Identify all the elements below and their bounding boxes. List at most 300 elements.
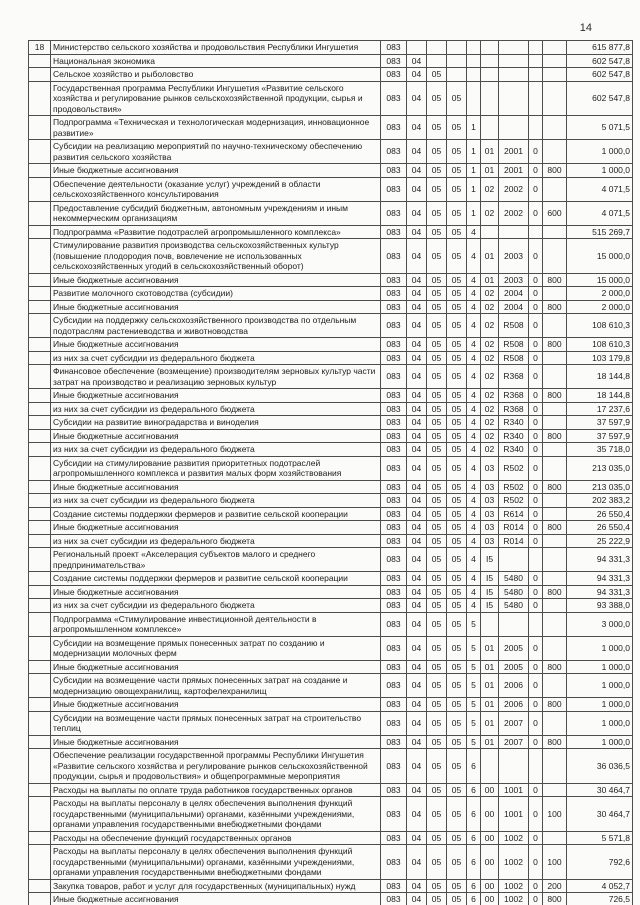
code-expense-type: 800 xyxy=(543,164,567,178)
code-subprogram: 5 xyxy=(467,674,481,698)
code-target-suffix: 0 xyxy=(529,797,543,832)
row-number: 18 xyxy=(29,41,51,55)
row-number xyxy=(29,177,51,201)
row-name: из них за счет субсидии из федерального бюджета xyxy=(51,402,381,416)
code-target-suffix: 0 xyxy=(529,429,543,443)
code-program: 05 xyxy=(447,140,467,164)
code-direction: 01 xyxy=(481,140,499,164)
code-target-suffix: 0 xyxy=(529,636,543,660)
code-podrazdel: 05 xyxy=(427,749,447,784)
row-number xyxy=(29,783,51,797)
row-number xyxy=(29,300,51,314)
code-grbs: 083 xyxy=(381,225,407,239)
code-subprogram: 5 xyxy=(467,612,481,636)
code-podrazdel: 05 xyxy=(427,735,447,749)
code-podrazdel: 05 xyxy=(427,116,447,140)
code-target-item xyxy=(499,68,529,82)
row-name: Субсидии на возмещение части прямых понесенных затрат на создание и модернизацию овощехранилищ, картофелехранилищ xyxy=(51,674,381,698)
code-podrazdel xyxy=(427,54,447,68)
amount: 5 071,5 xyxy=(567,116,633,140)
code-expense-type xyxy=(543,636,567,660)
row-name: Создание системы поддержки фермеров и развитие сельской кооперации xyxy=(51,572,381,586)
amount: 26 550,4 xyxy=(567,507,633,521)
code-razdel: 04 xyxy=(407,443,427,457)
code-direction: I5 xyxy=(481,585,499,599)
code-razdel: 04 xyxy=(407,585,427,599)
table-row xyxy=(29,54,633,68)
code-expense-type xyxy=(543,548,567,572)
code-podrazdel: 05 xyxy=(427,273,447,287)
code-program: 05 xyxy=(447,273,467,287)
code-podrazdel: 05 xyxy=(427,797,447,832)
code-direction: 02 xyxy=(481,429,499,443)
table-row xyxy=(29,831,633,845)
row-number xyxy=(29,140,51,164)
code-subprogram: 4 xyxy=(467,351,481,365)
code-target-item xyxy=(499,612,529,636)
row-number xyxy=(29,831,51,845)
code-subprogram: 4 xyxy=(467,534,481,548)
amount: 602 547,8 xyxy=(567,54,633,68)
code-expense-type xyxy=(543,68,567,82)
code-target-item: R614 xyxy=(499,507,529,521)
table-row xyxy=(29,116,633,140)
code-podrazdel: 05 xyxy=(427,429,447,443)
code-expense-type xyxy=(543,239,567,274)
code-target-suffix: 0 xyxy=(529,572,543,586)
code-target-item: 1001 xyxy=(499,797,529,832)
code-target-item: 5480 xyxy=(499,599,529,613)
code-razdel: 04 xyxy=(407,698,427,712)
code-target-suffix xyxy=(529,548,543,572)
code-grbs: 083 xyxy=(381,177,407,201)
code-target-suffix: 0 xyxy=(529,893,543,905)
row-name: Субсидии на возмещение части прямых понесенных затрат на строительство теплиц xyxy=(51,711,381,735)
table-row xyxy=(29,140,633,164)
code-target-suffix: 0 xyxy=(529,507,543,521)
code-program: 05 xyxy=(447,749,467,784)
code-direction: 01 xyxy=(481,735,499,749)
code-subprogram: 1 xyxy=(467,164,481,178)
code-target-suffix: 0 xyxy=(529,164,543,178)
row-name: Государственная программа Республики Ингушетия «Развитие сельского хозяйства и регулирование рынков сельскохозяйственной продукции, сырья и продовольствия» xyxy=(51,81,381,116)
table-row xyxy=(29,287,633,301)
code-subprogram: 4 xyxy=(467,225,481,239)
budget-table xyxy=(28,40,633,905)
row-number xyxy=(29,494,51,508)
code-grbs: 083 xyxy=(381,548,407,572)
code-program: 05 xyxy=(447,879,467,893)
amount: 1 000,0 xyxy=(567,698,633,712)
code-target-suffix: 0 xyxy=(529,534,543,548)
code-razdel: 04 xyxy=(407,831,427,845)
code-podrazdel: 05 xyxy=(427,660,447,674)
code-program: 05 xyxy=(447,287,467,301)
code-subprogram: 4 xyxy=(467,287,481,301)
code-expense-type: 200 xyxy=(543,879,567,893)
code-expense-type xyxy=(543,572,567,586)
code-razdel: 04 xyxy=(407,287,427,301)
code-grbs: 083 xyxy=(381,879,407,893)
code-grbs: 083 xyxy=(381,599,407,613)
code-expense-type xyxy=(543,81,567,116)
code-program: 05 xyxy=(447,116,467,140)
row-number xyxy=(29,548,51,572)
table-body xyxy=(29,41,633,905)
code-target-item: R508 xyxy=(499,351,529,365)
code-direction: 03 xyxy=(481,480,499,494)
code-program: 05 xyxy=(447,389,467,403)
row-number xyxy=(29,389,51,403)
code-podrazdel: 05 xyxy=(427,636,447,660)
table-row xyxy=(29,845,633,880)
row-name: Предоставление субсидий бюджетным, автономным учреждениям и иным некоммерческим организациям xyxy=(51,201,381,225)
amount: 3 000,0 xyxy=(567,612,633,636)
row-name: Иные бюджетные ассигнования xyxy=(51,585,381,599)
code-target-suffix xyxy=(529,225,543,239)
row-name: из них за счет субсидии из федерального бюджета xyxy=(51,494,381,508)
code-expense-type xyxy=(543,443,567,457)
code-expense-type: 800 xyxy=(543,338,567,352)
code-target-item: 5480 xyxy=(499,585,529,599)
code-target-suffix xyxy=(529,81,543,116)
code-razdel: 04 xyxy=(407,893,427,905)
code-razdel: 04 xyxy=(407,81,427,116)
amount: 1 000,0 xyxy=(567,711,633,735)
code-program: 05 xyxy=(447,480,467,494)
code-target-suffix: 0 xyxy=(529,831,543,845)
amount: 36 036,5 xyxy=(567,749,633,784)
code-podrazdel: 05 xyxy=(427,201,447,225)
code-razdel: 04 xyxy=(407,521,427,535)
code-program: 05 xyxy=(447,548,467,572)
code-razdel: 04 xyxy=(407,711,427,735)
table-row xyxy=(29,68,633,82)
table-row xyxy=(29,351,633,365)
row-name: из них за счет субсидии из федерального бюджета xyxy=(51,599,381,613)
code-grbs: 083 xyxy=(381,698,407,712)
code-grbs: 083 xyxy=(381,41,407,55)
code-subprogram: 4 xyxy=(467,548,481,572)
code-direction: 02 xyxy=(481,416,499,430)
amount: 94 331,3 xyxy=(567,572,633,586)
code-razdel: 04 xyxy=(407,68,427,82)
row-name: Субсидии на поддержку сельскохозяйственного производства по отдельным подотраслям растениеводства и животноводства xyxy=(51,314,381,338)
code-podrazdel: 05 xyxy=(427,572,447,586)
code-program: 05 xyxy=(447,456,467,480)
code-razdel: 04 xyxy=(407,177,427,201)
code-expense-type xyxy=(543,365,567,389)
code-expense-type: 800 xyxy=(543,893,567,905)
code-razdel: 04 xyxy=(407,636,427,660)
table-row xyxy=(29,480,633,494)
code-podrazdel: 05 xyxy=(427,338,447,352)
code-target-suffix: 0 xyxy=(529,177,543,201)
code-target-suffix: 0 xyxy=(529,389,543,403)
row-name: Обеспечение реализации государственной программы Республики Ингушетия «Развитие сельского хозяйства и регулирование рынков сельскохозяйственной продукции, сырья и продовольствия» и общепрограммные мероприятия xyxy=(51,749,381,784)
code-razdel: 04 xyxy=(407,140,427,164)
row-number xyxy=(29,416,51,430)
row-number xyxy=(29,735,51,749)
code-expense-type xyxy=(543,711,567,735)
code-podrazdel: 05 xyxy=(427,300,447,314)
code-podrazdel: 05 xyxy=(427,402,447,416)
code-target-suffix: 0 xyxy=(529,351,543,365)
code-direction xyxy=(481,749,499,784)
amount: 26 550,4 xyxy=(567,521,633,535)
code-target-item: 2001 xyxy=(499,164,529,178)
code-grbs: 083 xyxy=(381,300,407,314)
code-target-item: 1001 xyxy=(499,783,529,797)
code-subprogram: 4 xyxy=(467,338,481,352)
row-name: из них за счет субсидии из федерального бюджета xyxy=(51,534,381,548)
code-grbs: 083 xyxy=(381,273,407,287)
code-podrazdel: 05 xyxy=(427,599,447,613)
code-program: 05 xyxy=(447,783,467,797)
code-target-item: 2006 xyxy=(499,698,529,712)
amount: 25 222,9 xyxy=(567,534,633,548)
code-program: 05 xyxy=(447,416,467,430)
amount: 30 464,7 xyxy=(567,783,633,797)
row-name: Иные бюджетные ассигнования xyxy=(51,273,381,287)
code-program xyxy=(447,41,467,55)
code-direction: 01 xyxy=(481,711,499,735)
code-subprogram: 6 xyxy=(467,879,481,893)
table-row xyxy=(29,389,633,403)
code-razdel: 04 xyxy=(407,314,427,338)
code-grbs: 083 xyxy=(381,365,407,389)
code-subprogram: 1 xyxy=(467,116,481,140)
amount: 4 052,7 xyxy=(567,879,633,893)
code-target-suffix: 0 xyxy=(529,783,543,797)
amount: 1 000,0 xyxy=(567,674,633,698)
code-target-item: R502 xyxy=(499,480,529,494)
code-subprogram: 6 xyxy=(467,783,481,797)
code-target-item xyxy=(499,749,529,784)
row-name: Иные бюджетные ассигнования xyxy=(51,660,381,674)
code-subprogram: 5 xyxy=(467,735,481,749)
code-direction: 02 xyxy=(481,300,499,314)
code-direction: 02 xyxy=(481,314,499,338)
code-program: 05 xyxy=(447,521,467,535)
code-razdel xyxy=(407,41,427,55)
code-subprogram: 5 xyxy=(467,636,481,660)
code-grbs: 083 xyxy=(381,674,407,698)
code-razdel: 04 xyxy=(407,389,427,403)
code-razdel: 04 xyxy=(407,548,427,572)
code-program: 05 xyxy=(447,300,467,314)
code-target-suffix: 0 xyxy=(529,711,543,735)
code-target-suffix: 0 xyxy=(529,660,543,674)
code-grbs: 083 xyxy=(381,660,407,674)
code-target-suffix: 0 xyxy=(529,239,543,274)
code-program: 05 xyxy=(447,585,467,599)
row-number xyxy=(29,521,51,535)
code-program: 05 xyxy=(447,443,467,457)
code-razdel: 04 xyxy=(407,534,427,548)
code-program: 05 xyxy=(447,660,467,674)
code-podrazdel: 05 xyxy=(427,698,447,712)
amount: 2 000,0 xyxy=(567,287,633,301)
row-name: Иные бюджетные ассигнования xyxy=(51,300,381,314)
code-podrazdel: 05 xyxy=(427,674,447,698)
code-podrazdel: 05 xyxy=(427,140,447,164)
amount: 213 035,0 xyxy=(567,456,633,480)
code-target-item: 1002 xyxy=(499,879,529,893)
code-program: 05 xyxy=(447,711,467,735)
row-number xyxy=(29,402,51,416)
code-target-suffix: 0 xyxy=(529,494,543,508)
row-name: Субсидии на развитие виноградарства и виноделия xyxy=(51,416,381,430)
code-razdel: 04 xyxy=(407,456,427,480)
code-subprogram: 5 xyxy=(467,698,481,712)
code-program: 05 xyxy=(447,402,467,416)
code-grbs: 083 xyxy=(381,735,407,749)
code-razdel: 04 xyxy=(407,845,427,880)
amount: 1 000,0 xyxy=(567,164,633,178)
code-direction xyxy=(481,68,499,82)
code-target-item xyxy=(499,54,529,68)
code-target-suffix: 0 xyxy=(529,698,543,712)
code-expense-type xyxy=(543,494,567,508)
code-direction: 03 xyxy=(481,494,499,508)
row-name: Иные бюджетные ассигнования xyxy=(51,521,381,535)
row-number xyxy=(29,456,51,480)
code-grbs: 083 xyxy=(381,140,407,164)
code-subprogram: 4 xyxy=(467,599,481,613)
table-row xyxy=(29,698,633,712)
row-name: Расходы на выплаты персоналу в целях обеспечения выполнения функций государственными (муниципальными) органами, казёнными учреждениями, органами управления государственными внебюджетными фондами xyxy=(51,845,381,880)
code-direction xyxy=(481,116,499,140)
code-podrazdel: 05 xyxy=(427,585,447,599)
code-direction: 01 xyxy=(481,164,499,178)
row-number xyxy=(29,674,51,698)
code-expense-type xyxy=(543,314,567,338)
code-razdel: 04 xyxy=(407,239,427,274)
row-name: Национальная экономика xyxy=(51,54,381,68)
code-target-item: 2005 xyxy=(499,636,529,660)
row-name: Иные бюджетные ассигнования xyxy=(51,429,381,443)
code-subprogram: 4 xyxy=(467,365,481,389)
code-expense-type xyxy=(543,534,567,548)
code-program: 05 xyxy=(447,735,467,749)
code-target-suffix xyxy=(529,749,543,784)
code-grbs: 083 xyxy=(381,239,407,274)
code-podrazdel: 05 xyxy=(427,177,447,201)
code-subprogram: 5 xyxy=(467,660,481,674)
amount: 1 000,0 xyxy=(567,660,633,674)
code-target-suffix: 0 xyxy=(529,521,543,535)
row-name: Расходы на выплаты по оплате труда работников государственных органов xyxy=(51,783,381,797)
code-target-suffix: 0 xyxy=(529,845,543,880)
code-program: 05 xyxy=(447,351,467,365)
code-program: 05 xyxy=(447,507,467,521)
code-subprogram: 6 xyxy=(467,797,481,832)
row-number xyxy=(29,314,51,338)
amount: 1 000,0 xyxy=(567,140,633,164)
code-grbs: 083 xyxy=(381,636,407,660)
amount: 30 464,7 xyxy=(567,797,633,832)
code-expense-type: 100 xyxy=(543,845,567,880)
code-expense-type: 100 xyxy=(543,797,567,832)
code-grbs: 083 xyxy=(381,287,407,301)
table-row xyxy=(29,749,633,784)
code-grbs: 083 xyxy=(381,797,407,832)
code-subprogram: 4 xyxy=(467,314,481,338)
row-name: Субсидии на стимулирование развития приоритетных подотраслей агропромышленного комплекса и развития малых форм хозяйствования xyxy=(51,456,381,480)
row-number xyxy=(29,893,51,905)
code-subprogram: 4 xyxy=(467,585,481,599)
code-razdel: 04 xyxy=(407,480,427,494)
row-name: Финансовое обеспечение (возмещение) производителям зерновых культур части затрат на производство и реализацию зерновых культур xyxy=(51,365,381,389)
code-target-item: 1002 xyxy=(499,831,529,845)
code-direction: 02 xyxy=(481,389,499,403)
code-direction: 00 xyxy=(481,893,499,905)
code-target-item: R502 xyxy=(499,456,529,480)
amount: 93 388,0 xyxy=(567,599,633,613)
amount: 726,5 xyxy=(567,893,633,905)
code-expense-type: 800 xyxy=(543,480,567,494)
code-grbs: 083 xyxy=(381,338,407,352)
code-target-item: R368 xyxy=(499,389,529,403)
code-expense-type xyxy=(543,225,567,239)
code-razdel: 04 xyxy=(407,797,427,832)
code-subprogram: 5 xyxy=(467,711,481,735)
code-direction: 03 xyxy=(481,456,499,480)
row-name: Иные бюджетные ассигнования xyxy=(51,893,381,905)
code-podrazdel: 05 xyxy=(427,711,447,735)
code-program: 05 xyxy=(447,698,467,712)
code-direction: 02 xyxy=(481,351,499,365)
code-program: 05 xyxy=(447,429,467,443)
code-target-item: 5480 xyxy=(499,572,529,586)
amount: 37 597,9 xyxy=(567,429,633,443)
table-row xyxy=(29,201,633,225)
code-grbs: 083 xyxy=(381,521,407,535)
amount: 515 269,7 xyxy=(567,225,633,239)
table-row xyxy=(29,239,633,274)
code-expense-type xyxy=(543,177,567,201)
code-grbs: 083 xyxy=(381,585,407,599)
table-row xyxy=(29,879,633,893)
table-row xyxy=(29,521,633,535)
row-name: из них за счет субсидии из федерального бюджета xyxy=(51,443,381,457)
code-subprogram: 1 xyxy=(467,201,481,225)
row-name: Подпрограмма «Развитие подотраслей агропромышленного комплекса» xyxy=(51,225,381,239)
row-number xyxy=(29,612,51,636)
code-podrazdel: 05 xyxy=(427,389,447,403)
table-row xyxy=(29,177,633,201)
code-target-suffix: 0 xyxy=(529,365,543,389)
row-name: Сельское хозяйство и рыболовство xyxy=(51,68,381,82)
code-podrazdel: 05 xyxy=(427,831,447,845)
table-row xyxy=(29,338,633,352)
row-name: Региональный проект «Акселерация субъектов малого и среднего предпринимательства» xyxy=(51,548,381,572)
amount: 17 237,6 xyxy=(567,402,633,416)
code-direction: 00 xyxy=(481,879,499,893)
code-razdel: 04 xyxy=(407,273,427,287)
amount: 602 547,8 xyxy=(567,81,633,116)
table-row xyxy=(29,797,633,832)
code-subprogram xyxy=(467,54,481,68)
code-podrazdel: 05 xyxy=(427,548,447,572)
amount: 4 071,5 xyxy=(567,177,633,201)
row-number xyxy=(29,879,51,893)
row-name: Иные бюджетные ассигнования xyxy=(51,164,381,178)
code-target-suffix: 0 xyxy=(529,879,543,893)
code-grbs: 083 xyxy=(381,572,407,586)
code-direction xyxy=(481,612,499,636)
